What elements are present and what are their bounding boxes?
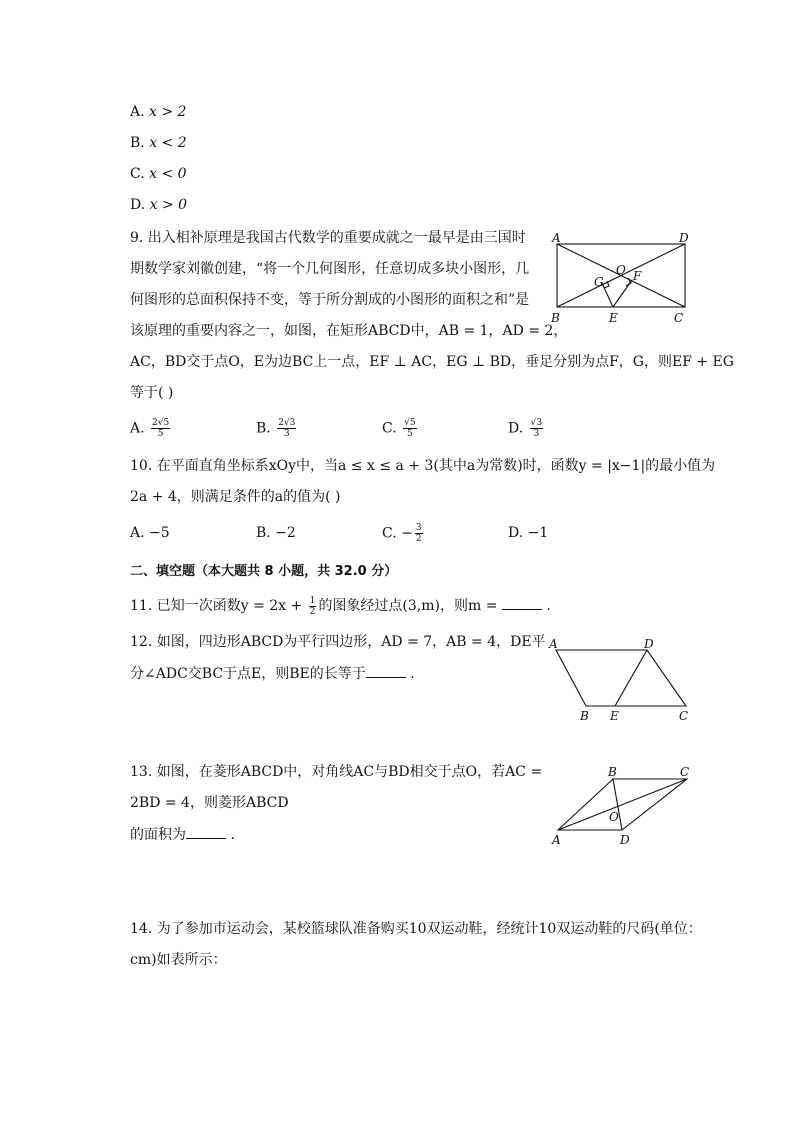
label-b: B (551, 311, 560, 325)
label-e: E (610, 709, 619, 723)
q12-parallelogram-figure (546, 636, 696, 722)
option-b: B. x < 2 (130, 135, 187, 151)
label-b: B (608, 765, 617, 779)
q13-line-2: 2BD = 4，则菱形ABCD (130, 795, 289, 811)
q9-option-a: A. $\frac{2√5}{5}$ (130, 418, 170, 439)
label-d: D (679, 231, 689, 245)
q10-line-1: 10. 在平面直角坐标系xOy中，当a ≤ x ≤ a + 3(其中a为常数)时，函数y = |x−1|的最小值为 (130, 458, 716, 474)
q9-line-6: 等于( ) (130, 385, 174, 401)
q9-line-4: 该原理的重要内容之一，如图，在矩形ABCD中，AB = 1，AD = 2， (130, 323, 568, 339)
label-e: E (609, 311, 618, 325)
label-d: D (620, 833, 630, 847)
q9-option-c: C. $\frac{√5}{5}$ (382, 418, 416, 439)
q13-line-1: 13. 如图，在菱形ABCD中，对角线AC与BD相交于点O，若AC = (130, 764, 543, 780)
q10-option-c: C. − $\frac{3}{2}$ (382, 523, 422, 544)
answer-blank[interactable] (502, 595, 542, 610)
q10-option-a: A. −5 (130, 525, 170, 541)
q14-line-2: cm)如表所示： (130, 952, 227, 968)
label-a: A (549, 637, 558, 651)
label-d: D (644, 637, 654, 651)
label-f: F (633, 269, 642, 283)
answer-blank[interactable] (366, 663, 406, 678)
option-a: A. x > 2 (130, 104, 187, 120)
option-d: D. x > 0 (130, 197, 188, 213)
label-c: C (679, 709, 689, 723)
q9-line-1: 9. 出入相补原理是我国古代数学的重要成就之一最早是由三国时 (130, 230, 526, 246)
q9-line-3: 何图形的总面积保持不变，等于所分割成的小图形的面积之和”是 (130, 292, 530, 308)
q10-line-2: 2a + 4，则满足条件的a的值为( ) (130, 489, 341, 505)
q9-option-b: B. $\frac{2√3}{3}$ (256, 418, 296, 439)
label-o: O (609, 810, 619, 824)
q10-option-b: B. −2 (256, 525, 296, 541)
q9-line-5: AC，BD交于点O，E为边BC上一点，EF ⊥ AC，EG ⊥ BD，垂足分别为点F，G，则EF + EG (130, 354, 734, 370)
q9-line-2: 期数学家刘徽创建，“将一个几何图形，任意切成多块小图形，几 (130, 261, 530, 277)
q12-line-1: 12. 如图，四边形ABCD为平行四边形，AD = 7，AB = 4，DE平 (130, 634, 546, 650)
q9-rectangle-figure (548, 230, 698, 326)
label-g: G (594, 275, 604, 289)
answer-blank[interactable] (186, 824, 226, 839)
q10-option-d: D. −1 (508, 525, 549, 541)
label-o: O (616, 263, 626, 277)
right-angle-f (626, 278, 631, 286)
q9-option-d: D. $\frac{√3}{3}$ (508, 418, 543, 439)
diagonal-ac (558, 779, 687, 830)
q13-rhombus-figure (550, 764, 700, 850)
q13-line-3: 的面积为 . (130, 824, 235, 845)
segment-de (615, 650, 647, 706)
label-c: C (674, 311, 684, 325)
option-c: C. x < 0 (130, 166, 187, 182)
q14-line-1: 14. 为了参加市运动会，某校篮球队准备购买10双运动鞋，经统计10双运动鞋的尺码(单位： (130, 921, 702, 937)
label-b: B (580, 709, 589, 723)
parallelogram-abcd (556, 650, 686, 706)
label-a: A (552, 833, 561, 847)
q12-line-2: 分∠ADC交BC于点E，则BE的长等于 . (130, 663, 415, 684)
q11-line: 11. 已知一次函数y = 2x + $\frac{1}{2}$ 的图象经过点(3,m)，则m = . (130, 595, 551, 617)
label-c: C (680, 765, 690, 779)
label-a: A (552, 231, 561, 245)
section-header-fill-in: 二、填空题（本大题共 8 小题，共 32.0 分） (130, 564, 398, 579)
